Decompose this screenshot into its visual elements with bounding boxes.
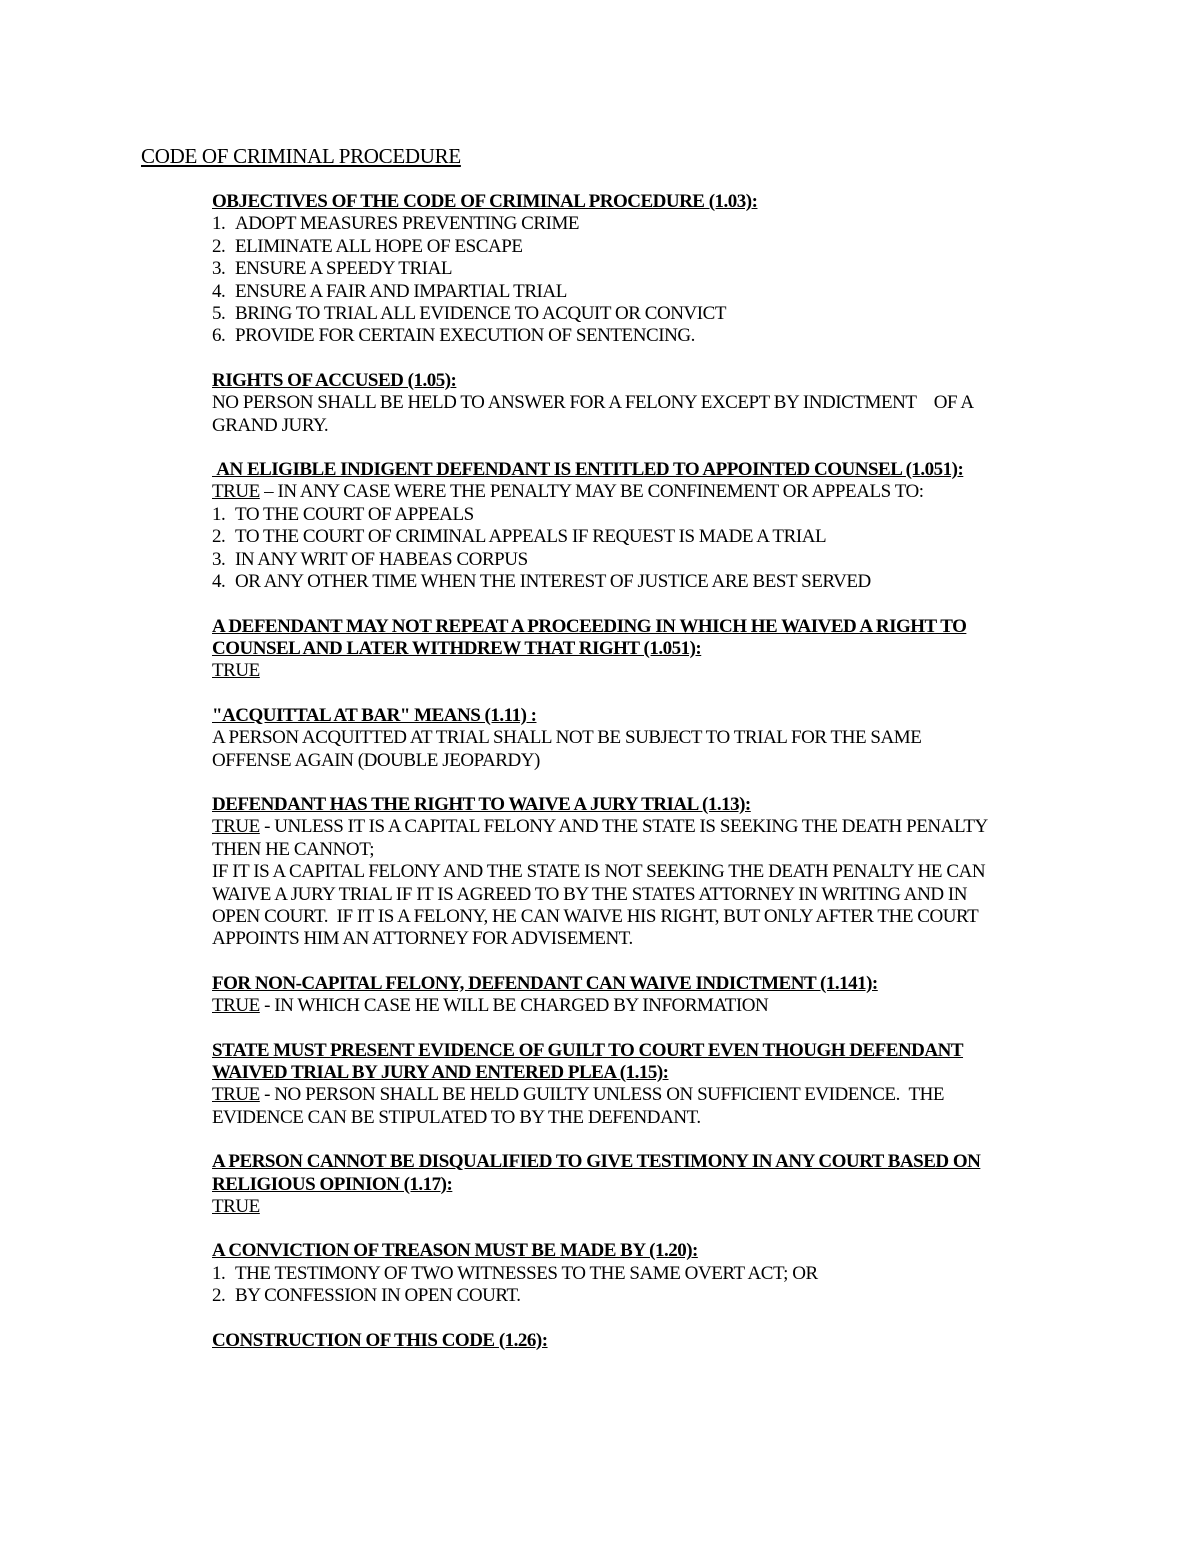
true-label: TRUE: [212, 816, 260, 838]
section-heading: RIGHTS OF ACCUSED (1.05):: [212, 369, 457, 391]
list-text: ENSURE A FAIR AND IMPARTIAL TRIAL: [235, 280, 567, 302]
section-heading: COUNSEL AND LATER WITHDREW THAT RIGHT (1.051):: [212, 637, 702, 659]
list-item: [212, 258, 1072, 280]
answer-line: [212, 1084, 1072, 1106]
section: [212, 370, 1072, 437]
true-label: TRUE: [212, 995, 260, 1017]
list-number: 3.: [212, 258, 226, 280]
section-heading: A DEFENDANT MAY NOT REPEAT A PROCEEDING IN WHICH HE WAIVED A RIGHT TO: [212, 615, 967, 637]
list-text: ADOPT MEASURES PREVENTING CRIME: [235, 213, 580, 235]
list-text: BY CONFESSION IN OPEN COURT.: [235, 1285, 521, 1307]
section-heading: A PERSON CANNOT BE DISQUALIFIED TO GIVE TESTIMONY IN ANY COURT BASED ON: [212, 1151, 981, 1173]
list-item: [212, 1263, 1072, 1285]
list-text: BRING TO TRIAL ALL EVIDENCE TO ACQUIT OR CONVICT: [235, 303, 727, 325]
true-label: TRUE: [212, 660, 260, 682]
section: [212, 705, 1072, 772]
section: [212, 794, 1072, 951]
answer-line: [212, 660, 1072, 682]
true-label: TRUE: [212, 1196, 260, 1218]
body-line: WAIVE A JURY TRIAL IF IT IS AGREED TO BY THE STATES ATTORNEY IN WRITING AND IN: [212, 883, 968, 905]
answer-line: [212, 1196, 1072, 1218]
list-item: [212, 236, 1072, 258]
section-heading: WAIVED TRIAL BY JURY AND ENTERED PLEA (1.15):: [212, 1062, 669, 1083]
list-item: [212, 303, 1072, 325]
list-number: 2.: [212, 526, 226, 548]
section: [212, 1330, 1072, 1352]
section: [212, 973, 1072, 1018]
section: [212, 459, 1072, 593]
answer-line: [212, 481, 1072, 503]
list-text: IN ANY WRIT OF HABEAS CORPUS: [235, 548, 528, 570]
list-item: [212, 281, 1072, 303]
section-heading: CONSTRUCTION OF THIS CODE (1.26):: [212, 1329, 548, 1351]
section-heading: OBJECTIVES OF THE CODE OF CRIMINAL PROCEDURE (1.03):: [212, 191, 758, 212]
section-heading: FOR NON-CAPITAL FELONY, DEFENDANT CAN WAIVE INDICTMENT (1.141):: [212, 972, 878, 994]
section-heading: DEFENDANT HAS THE RIGHT TO WAIVE A JURY TRIAL (1.13):: [212, 793, 751, 815]
section-heading: RELIGIOUS OPINION (1.17):: [212, 1173, 453, 1195]
true-label: TRUE: [212, 481, 260, 503]
section-heading: STATE MUST PRESENT EVIDENCE OF GUILT TO COURT EVEN THOUGH DEFENDANT: [212, 1039, 964, 1061]
body-line: APPOINTS HIM AN ATTORNEY FOR ADVISEMENT.: [212, 928, 633, 950]
section: [212, 191, 1072, 348]
document-title: CODE OF CRIMINAL PROCEDURE: [141, 144, 461, 168]
list-number: 5.: [212, 303, 226, 325]
body-line: GRAND JURY.: [212, 414, 329, 436]
section-heading: A CONVICTION OF TREASON MUST BE MADE BY (1.20):: [212, 1240, 698, 1262]
body-line: EVIDENCE CAN BE STIPULATED TO BY THE DEFENDANT.: [212, 1106, 701, 1128]
list-number: 1.: [212, 1262, 226, 1284]
list-number: 4.: [212, 571, 226, 593]
list-number: 2.: [212, 1285, 226, 1307]
list-number: 6.: [212, 325, 226, 347]
body-line: OPEN COURT. IF IT IS A FELONY, HE CAN WAIVE HIS RIGHT, BUT ONLY AFTER THE COURT: [212, 905, 979, 927]
body-line: A PERSON ACQUITTED AT TRIAL SHALL NOT BE SUBJECT TO TRIAL FOR THE SAME: [212, 727, 922, 749]
list-item: [212, 1285, 1072, 1307]
body-line: IF IT IS A CAPITAL FELONY AND THE STATE IS NOT SEEKING THE DEATH PENALTY HE CAN: [212, 861, 986, 883]
list-item: [212, 325, 1072, 347]
answer-text: – IN ANY CASE WERE THE PENALTY MAY BE CONFINEMENT OR APPEALS TO:: [259, 481, 924, 503]
section: [212, 616, 1072, 683]
answer-text: - UNLESS IT IS A CAPITAL FELONY AND THE STATE IS SEEKING THE DEATH PENALTY: [259, 816, 988, 838]
list-text: PROVIDE FOR CERTAIN EXECUTION OF SENTENCING.: [235, 325, 695, 347]
document-body: [212, 191, 1072, 1374]
list-text: OR ANY OTHER TIME WHEN THE INTEREST OF JUSTICE ARE BEST SERVED: [235, 571, 871, 593]
list-number: 3.: [212, 548, 226, 570]
list-item: [212, 504, 1072, 526]
section: [212, 1151, 1072, 1218]
section: [212, 1240, 1072, 1307]
body-line: NO PERSON SHALL BE HELD TO ANSWER FOR A FELONY EXCEPT BY INDICTMENT OF A: [212, 392, 974, 414]
body-line: OFFENSE AGAIN (DOUBLE JEOPARDY): [212, 749, 540, 771]
list-item: [212, 213, 1072, 235]
list-number: 2.: [212, 235, 226, 257]
list-text: ENSURE A SPEEDY TRIAL: [235, 258, 452, 280]
answer-text: - NO PERSON SHALL BE HELD GUILTY UNLESS ON SUFFICIENT EVIDENCE. THE: [259, 1084, 945, 1106]
true-label: TRUE: [212, 1084, 260, 1106]
section-heading: "ACQUITTAL AT BAR" MEANS (1.11) :: [212, 704, 537, 726]
list-text: TO THE COURT OF APPEALS: [235, 503, 474, 525]
list-number: 4.: [212, 280, 226, 302]
list-item: [212, 571, 1072, 593]
list-number: 1.: [212, 503, 226, 525]
answer-line: [212, 816, 1072, 838]
answer-line: [212, 995, 1072, 1017]
list-text: ELIMINATE ALL HOPE OF ESCAPE: [235, 235, 523, 257]
list-text: TO THE COURT OF CRIMINAL APPEALS IF REQUEST IS MADE A TRIAL: [235, 526, 827, 548]
list-item: [212, 549, 1072, 571]
answer-text: - IN WHICH CASE HE WILL BE CHARGED BY INFORMATION: [259, 995, 769, 1017]
body-line: THEN HE CANNOT;: [212, 838, 375, 860]
list-item: [212, 526, 1072, 548]
section-heading: AN ELIGIBLE INDIGENT DEFENDANT IS ENTITLED TO APPOINTED COUNSEL (1.051):: [212, 459, 964, 481]
list-number: 1.: [212, 213, 226, 235]
section: [212, 1040, 1072, 1130]
list-text: THE TESTIMONY OF TWO WITNESSES TO THE SAME OVERT ACT; OR: [235, 1262, 818, 1284]
